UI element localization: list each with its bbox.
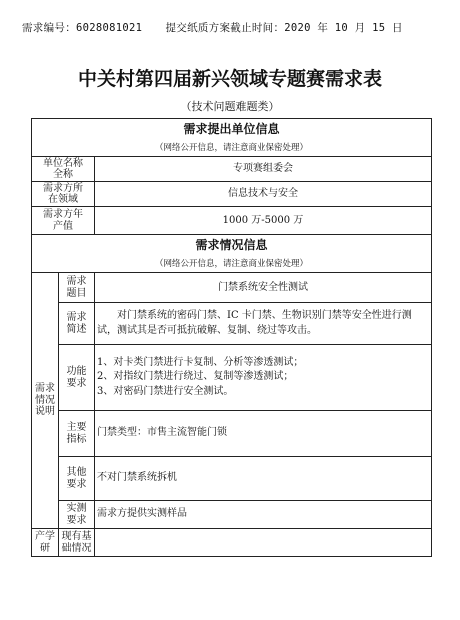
req-no-label: 需求编号： [22,22,76,34]
page-subtitle: （技术问题难题类） [180,100,280,113]
req-row [32,345,432,411]
function-value [95,345,432,411]
field-label-text: 需求方所在领域 [43,182,83,205]
requirement-table [31,118,432,557]
test-value: 需求方提供实测样品 [95,501,432,529]
req-row [32,501,432,529]
function-line: 3、对密码门禁进行安全测试。 [97,385,234,397]
industry-group-label: 产学研 [35,531,55,554]
topic-value: 门禁系统安全性测试 [95,273,432,303]
industry-group-label-cell [32,529,59,557]
section2-note: （网络公开信息，请注意商业保密处理） [154,258,308,269]
page-title: 中关村第四届新兴领域专题赛需求表 [77,68,382,90]
test-label-text: 实测要求 [66,503,87,526]
field-label [32,182,95,207]
field-value: 信息技术与安全 [95,182,432,207]
summary-value-text: 对门禁系统的密码门禁、IC 卡门禁、生物识别门禁等安全性进行测试，测试其是否可抵抗破解、复制、绕过等攻击。 [97,310,412,336]
unit-name-label-text: 单位名称全称 [43,157,83,180]
section2-header-row [32,235,432,273]
req-row [32,411,432,457]
section1-header-cell [32,119,432,157]
deadline: 2020 年 10 月 15 日 [284,22,403,34]
foundation-value [95,529,432,557]
function-label [59,345,95,411]
metrics-label [59,411,95,457]
section2-header-cell [32,235,432,273]
req-row [32,303,432,345]
output-label [32,207,95,235]
topic-label-text: 需求题目 [66,276,87,299]
metrics-label-text: 主要指标 [66,422,87,445]
function-label-text: 功能要求 [66,366,87,389]
output-label-text: 需求方年产值 [43,209,83,232]
section1-note: （网络公开信息，请注意商业保密处理） [154,142,308,153]
section1-title: 需求提出单位信息 [183,122,280,137]
test-label [59,501,95,529]
header-line [22,20,403,35]
section2-title: 需求情况信息 [195,238,268,253]
group-label: 需求情况说明 [35,383,55,418]
req-no: 6028081021 [76,22,143,34]
metrics-value: 门禁类型：市售主流智能门锁 [95,411,432,457]
info-row [32,207,432,235]
info-row [32,157,432,182]
deadline-label: 提交纸质方案截止时间： [165,22,285,34]
summary-value [95,303,432,345]
other-value: 不对门禁系统拆机 [95,457,432,501]
info-row [32,182,432,207]
unit-name-value: 专项赛组委会 [95,157,432,182]
function-line: 1、对卡类门禁进行卡复制、分析等渗透测试； [97,356,304,368]
section1-header-row [32,119,432,157]
summary-label-text: 需求简述 [66,312,87,335]
industry-row [32,529,432,557]
req-row [32,457,432,501]
topic-label [59,273,95,303]
function-line: 2、对指纹门禁进行绕过、复制等渗透测试； [97,371,294,383]
other-label [59,457,95,501]
summary-label [59,303,95,345]
group-label-cell [32,273,59,529]
other-label-text: 其他要求 [66,467,87,490]
unit-name-label [32,157,95,182]
foundation-label-text: 现有基础情况 [61,531,92,554]
foundation-label [59,529,95,557]
req-row [32,273,432,303]
output-value: 1000 万-5000 万 [95,207,432,235]
